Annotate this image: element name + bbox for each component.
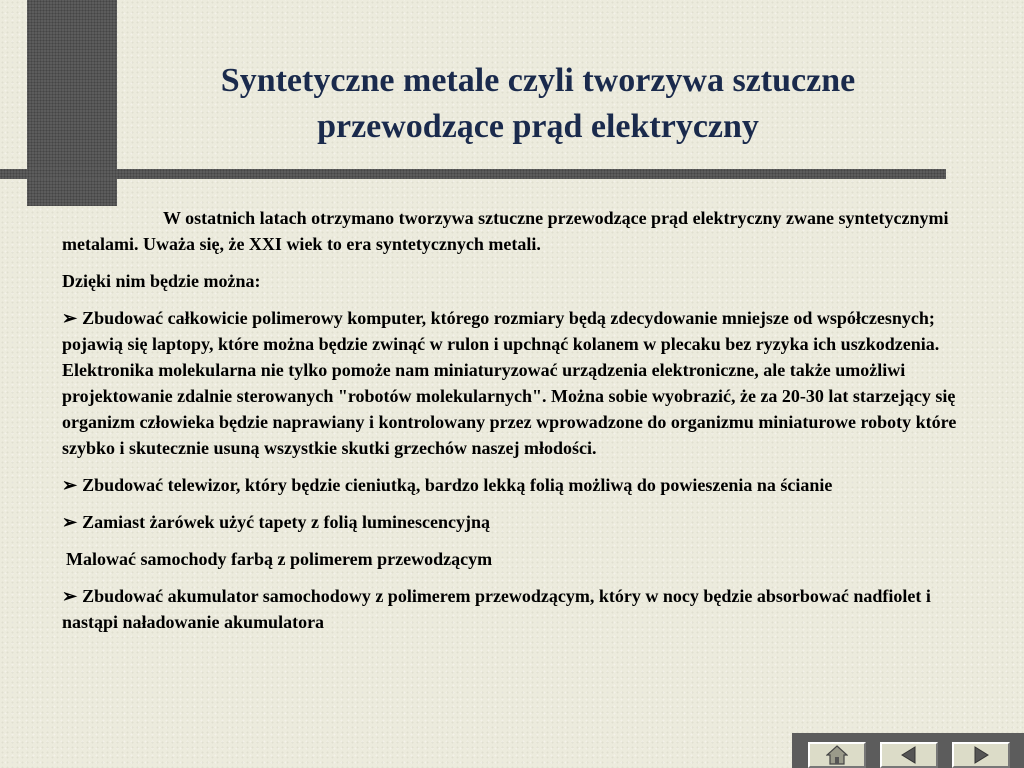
bullet-text: Zamiast żarówek użyć tapety z folią luminescencyjną [82, 512, 491, 532]
arrow-bullet-icon: ➢ [62, 512, 78, 532]
bullet-item [62, 509, 970, 535]
previous-icon [899, 745, 919, 765]
slide-title [140, 58, 936, 150]
bullet-item [62, 472, 970, 498]
arrow-bullet-icon: ➢ [62, 308, 78, 328]
plain-text: Malować samochody farbą z polimerem przewodzącym [66, 549, 493, 569]
slide-body [62, 205, 970, 646]
next-button[interactable] [952, 742, 1010, 768]
title-line-2: przewodzące prąd elektryczny [317, 108, 759, 145]
decorative-divider [0, 169, 946, 179]
bullet-item [62, 583, 970, 635]
title-line-1: Syntetyczne metale czyli tworzywa sztuczne [220, 62, 856, 99]
previous-button[interactable] [880, 742, 938, 768]
bullet-text: Zbudować akumulator samochodowy z polimerem przewodzącym, który w nocy będzie absorbować nadfiolet i nastąpi naładowanie akumulatora [62, 586, 931, 632]
bullet-item [62, 305, 970, 461]
arrow-bullet-icon: ➢ [62, 586, 78, 606]
bullet-text: Zbudować całkowicie polimerowy komputer, którego rozmiary będą zdecydowanie mniejsze od współczesnych; pojawią się laptopy, które można będzie zwinąć w rulon i upchnąć kolanem w plecaku bez ryzyka ich uszkodzenia. Elektronika molekularna nie tylko pomoże nam miniaturyzować urządzenia elektroniczne, ale także umożliwi projektowanie zdalnie sterowanych "robotów molekularnych". Można sobie wyobrazić, że za 20-30 lat starzejący się organizm człowieka będzie naprawiany i kontrolowany przez wprowadzone do organizmu miniaturowe roboty które szybko i skutecznie usuną wszystkie skutki grzechów naszej młodości. [62, 308, 957, 458]
bullet-text: Zbudować telewizor, który będzie cieniutką, bardzo lekką folią możliwą do powieszenia na ścianie [82, 475, 833, 495]
plain-item [62, 546, 970, 572]
home-button[interactable] [808, 742, 866, 768]
intro-paragraph: W ostatnich latach otrzymano tworzywa sztuczne przewodzące prąd elektryczny zwane syntetycznymi metalami. Uważa się, że XXI wiek to era syntetycznych metali. [62, 208, 949, 254]
arrow-bullet-icon: ➢ [62, 475, 78, 495]
home-icon [826, 745, 848, 765]
lead-paragraph: Dzięki nim będzie można: [62, 271, 261, 291]
next-icon [971, 745, 991, 765]
